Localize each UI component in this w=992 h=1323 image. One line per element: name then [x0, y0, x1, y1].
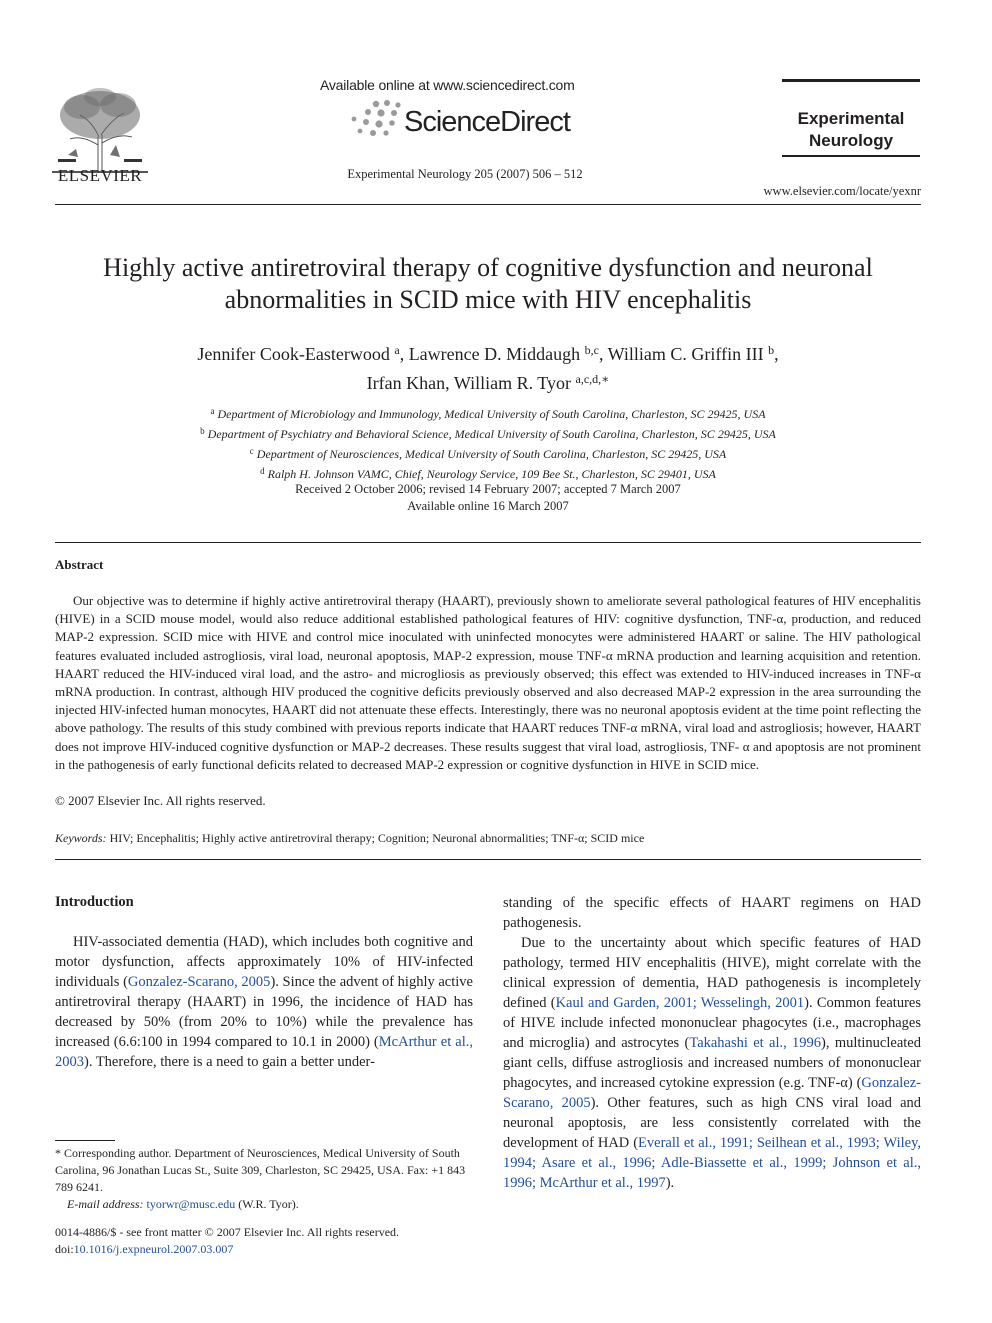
- author-list: [55, 338, 921, 396]
- article-dates: [55, 481, 921, 515]
- affiliation-list: [55, 403, 921, 483]
- affiliation-item: [55, 403, 921, 423]
- received-dates: Received 2 October 2006; revised 14 February 2007; accepted 7 March 2007: [295, 482, 681, 496]
- affiliation-item: [55, 423, 921, 443]
- email-label: E-mail address:: [67, 1197, 144, 1211]
- affiliation-text: Ralph H. Johnson VAMC, Chief, Neurology Service, 109 Bee St., Charleston, SC 29401, USA: [267, 467, 716, 481]
- paragraph-text: Due to the uncertainty about which specific features of HAD pathology, termed HIV encephalitis (HIVE), might correlate with the clinical expression of dementia, HAD pathogenesis is incompletely defined (: [503, 935, 921, 1011]
- available-online-text: Available online at www.sciencedirect.com: [320, 77, 575, 93]
- header-rule: [55, 204, 921, 205]
- email-footnote: [55, 1196, 473, 1213]
- article-title: [55, 252, 921, 316]
- sciencedirect-dots-icon: [346, 100, 404, 138]
- intro-paragraph-1: [55, 932, 473, 1072]
- journal-citation: Experimental Neurology 205 (2007) 506 – 512: [347, 167, 583, 181]
- journal-name-line2: Neurology: [808, 131, 894, 150]
- citation-link[interactable]: Everall et al., 1991; Seilhean et al., 1993; Wiley, 1994; Asare et al., 1996; Adle-Biassette et al., 1999; Johnson et al., 1996; McArthur et al., 1997: [503, 1135, 921, 1191]
- author-name: Lawrence D. Middaugh: [408, 344, 581, 364]
- journal-rule-top: [782, 79, 920, 82]
- affiliation-item: [55, 463, 921, 483]
- affiliation-sup: c: [249, 446, 254, 456]
- corresponding-author-footnote: * Corresponding author. Department of Neurosciences, Medical University of South Carolina, 96 Jonathan Lucas St., Suite 309, Charleston, SC 29425, USA. Fax: +1 843 789 6241.: [55, 1146, 466, 1194]
- paragraph-text: ). Therefore, there is a need to gain a better under-: [84, 1054, 375, 1070]
- journal-name: [782, 108, 920, 152]
- footnote-rule: [55, 1140, 115, 1141]
- introduction-heading: Introduction: [55, 894, 134, 910]
- paragraph-text: ). Since the advent of highly active antiretroviral therapy (HAART) in 1996, the incidence of HAD has decreased by 50% (from 20% to 10%) while the prevalence has increased (6.6:100 in 1994 compared to 10.1 in 2000) (: [55, 974, 473, 1050]
- paragraph-text: ), multinucleated giant cells, diffuse astrogliosis and increased numbers of mononuclear phagocytes, and increased cytokine expression (e.g. TNF-α) (: [503, 1035, 921, 1091]
- affiliation-text: Department of Psychiatry and Behavioral Science, Medical University of South Carolina, Charleston, SC 29425, USA: [207, 427, 776, 441]
- author-separator: ,: [445, 373, 454, 393]
- author-line2: [55, 367, 921, 396]
- col2-paragraph-2: [503, 933, 921, 1193]
- citation-link[interactable]: Takahashi et al., 1996: [689, 1035, 822, 1051]
- publisher-name: ELSEVIER: [57, 166, 143, 185]
- keywords-label: Keywords:: [55, 831, 107, 845]
- author-name: William C. Griffin III: [607, 344, 764, 364]
- author-separator: ,: [598, 344, 608, 364]
- journal-name-line1: Experimental: [797, 109, 905, 128]
- paragraph-text: ). Other features, such as high CNS viral load and neuronal apoptosis, are less consistently correlated with the development of HAD (: [503, 1095, 922, 1151]
- citation-link[interactable]: Kaul and Garden, 2001; Wesselingh, 2001: [555, 995, 805, 1011]
- keywords-list: HIV; Encephalitis; Highly active antiretroviral therapy; Cognition; Neuronal abnormalities; TNF-α; SCID mice: [106, 831, 645, 845]
- front-matter-notice: [55, 1224, 473, 1258]
- affiliation-sup: d: [260, 466, 265, 476]
- paragraph-text: ). Common features of HIVE include infected mononuclear phagocytes (i.e., macrophages and microglia) and astrocytes (: [503, 995, 921, 1051]
- online-date: Available online 16 March 2007: [407, 499, 569, 513]
- affiliation-item: [55, 443, 921, 463]
- author-affil-sup: b: [768, 343, 775, 357]
- affiliation-sup: a: [210, 406, 215, 416]
- journal-rule-bottom: [782, 155, 920, 157]
- email-suffix: (W.R. Tyor).: [235, 1197, 299, 1211]
- author-separator: ,: [774, 344, 779, 364]
- keywords-rule: [55, 859, 921, 860]
- keywords: [55, 831, 921, 846]
- title-line1: Highly active antiretroviral therapy of cognitive dysfunction and neuronal: [103, 253, 873, 282]
- sciencedirect-wordmark: ScienceDirect: [404, 106, 570, 138]
- abstract-heading: Abstract: [55, 557, 104, 572]
- paragraph-text: HIV-associated dementia (HAD), which includes both cognitive and motor dysfunction, affects approximately 10% of HIV-infected individuals (: [55, 934, 473, 990]
- front-matter-text: 0014-4886/$ - see front matter © 2007 Elsevier Inc. All rights reserved.: [55, 1225, 400, 1239]
- journal-url[interactable]: www.elsevier.com/locate/yexnr: [763, 184, 921, 198]
- affiliation-sup: b: [200, 426, 205, 436]
- abstract-rule: [55, 542, 921, 543]
- title-line2: abnormalities in SCID mice with HIV encephalitis: [224, 285, 752, 314]
- author-affil-sup: b,c: [584, 343, 599, 357]
- citation-link[interactable]: Gonzalez-Scarano, 2005: [127, 974, 271, 990]
- abstract-copyright: © 2007 Elsevier Inc. All rights reserved.: [55, 793, 266, 808]
- author-line1: [55, 338, 921, 367]
- affiliation-text: Department of Neurosciences, Medical University of South Carolina, Charleston, SC 29425, USA: [256, 447, 727, 461]
- author-name: Irfan Khan: [366, 373, 446, 393]
- abstract-text: Our objective was to determine if highly active antiretroviral therapy (HAART), previously shown to ameliorate several pathological features of HIV encephalitis (HIVE) in a SCID mouse model, would also reduce additional established pathological features of HIV: cognitive dysfunction, TNF-α, production, and reduced MAP-2 expression. SCID mice with HIVE and control mice inoculated with uninfected monocytes were administered HAART or saline. The HIV pathological features evaluated included astrogliosis, viral load, neuronal apoptosis, MAP-2 expression, mouse TNF-α mRNA production and learning acquisition and retention. HAART reduced the HIV-induced viral load, and the astro- and microgliosis as previously observed; this effect was extended to HIV-induced increases in TNF-α mRNA production. In contrast, although HIV produced the cognitive deficits previously observed and also decreased MAP-2 expression in the area surrounding the injected HIV-infected human monocytes, HAART did not attenuate these effects. Interestingly, there was no neuronal apoptosis evident at the time point reflecting the above pathology. The results of this study combined with previous reports indicate that HAART reduces TNF-α mRNA, viral load and astrogliosis; however, HAART does not improve HIV-induced cognitive dysfunction or MAP-2 decreases. These results suggest that viral load, astrogliosis, TNF- α and apoptosis are not prominent in the pathogenesis of early functional deficits related to decreased MAP-2 expression or cognitive dysfunction in HIVE in SCID mice.: [55, 593, 921, 772]
- affiliation-text: Department of Microbiology and Immunology, Medical University of South Carolina, Charleston, SC 29425, USA: [217, 407, 766, 421]
- doi-line: [55, 1241, 473, 1258]
- author-name: Jennifer Cook-Easterwood: [197, 344, 390, 364]
- doi-link[interactable]: 10.1016/j.expneurol.2007.03.007: [73, 1242, 234, 1256]
- citation-link[interactable]: Gonzalez-Scarano, 2005: [503, 1075, 921, 1111]
- author-affil-sup: a,c,d,∗: [575, 372, 610, 386]
- author-name: William R. Tyor: [453, 373, 572, 393]
- email-link[interactable]: tyorwr@musc.edu: [146, 1197, 236, 1211]
- paragraph-text: ).: [665, 1175, 675, 1191]
- doi-prefix: doi:: [55, 1242, 74, 1256]
- author-affil-sup: a: [394, 343, 400, 357]
- col2-paragraph-continued: standing of the specific effects of HAART regimens on HAD pathogenesis.: [503, 895, 921, 931]
- citation-link[interactable]: McArthur et al., 2003: [55, 1034, 473, 1070]
- author-separator: ,: [399, 344, 409, 364]
